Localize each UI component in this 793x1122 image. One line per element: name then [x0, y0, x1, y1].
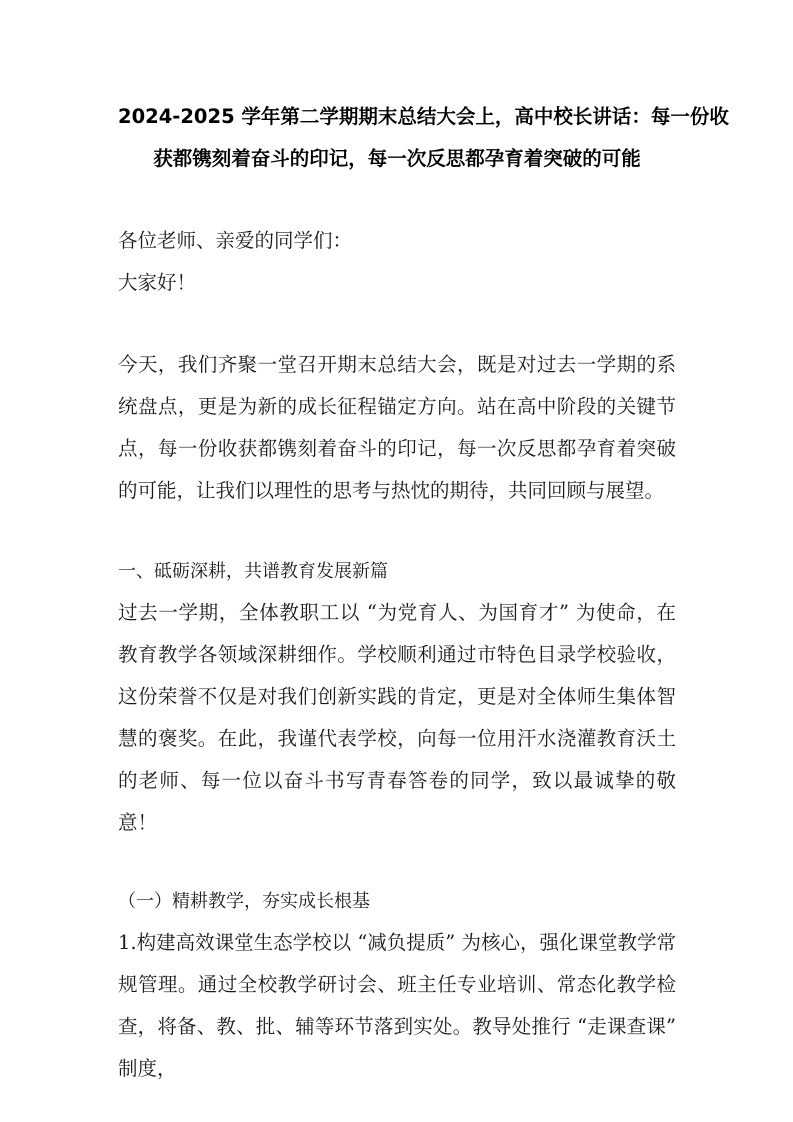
subsection-1-paragraph: 1.构建高效课堂生态学校以 “减负提质” 为核心，强化课堂教学常规管理。通过全校教学研讨会、班主任专业培训、常态化教学检查，将备、教、批、辅等环节落到实处。教导处推行 “走课查课” 制度，	[118, 931, 676, 1080]
subsection-1-heading: （一）精耕教学，夯实成长根基	[118, 891, 370, 912]
spacer-before-subsection-1	[118, 844, 676, 882]
document-content	[118, 96, 729, 1090]
salutation: 各位老师、亲爱的同学们：	[118, 229, 353, 252]
greeting: 大家好！	[118, 271, 197, 294]
spacer-before-section-1	[118, 512, 676, 552]
title-line-2: 获都镌刻着奋斗的印记，每一次反思都孕育着突破的可能	[153, 147, 641, 170]
page-title	[118, 96, 729, 180]
section-1-heading: 一、砥砺深耕，共谱教育发展新篇	[118, 561, 388, 582]
intro-paragraph: 今天，我们齐聚一堂召开期末总结大会，既是对过去一学期的系统盘点，更是为新的成长征程锚定方向。站在高中阶段的关键节点，每一份收获都镌刻着奋斗的印记，每一次反思都孕育着突破的可能，让我们以理性的思考与热忱的期待，共同回顾与展望。	[118, 353, 676, 502]
spacer-after-greeting	[118, 304, 676, 344]
spacer-after-title	[118, 180, 676, 220]
title-line-1: 2024-2025 学年第二学期期末总结大会上，高中校长讲话：每一份收	[118, 105, 729, 128]
section-1-paragraph: 过去一学期，全体教职工以 “为党育人、为国育才” 为使命，在教育教学各领域深耕细作。学校顺利通过市特色目录学校验收，这份荣誉不仅是对我们创新实践的肯定，更是对全体师生集体智慧的褒奖。在此，我谨代表学校，向每一位用汗水浇灌教育沃土的老师、每一位以奋斗书写青春答卷的同学，致以最诚挚的敬意！	[118, 601, 676, 834]
